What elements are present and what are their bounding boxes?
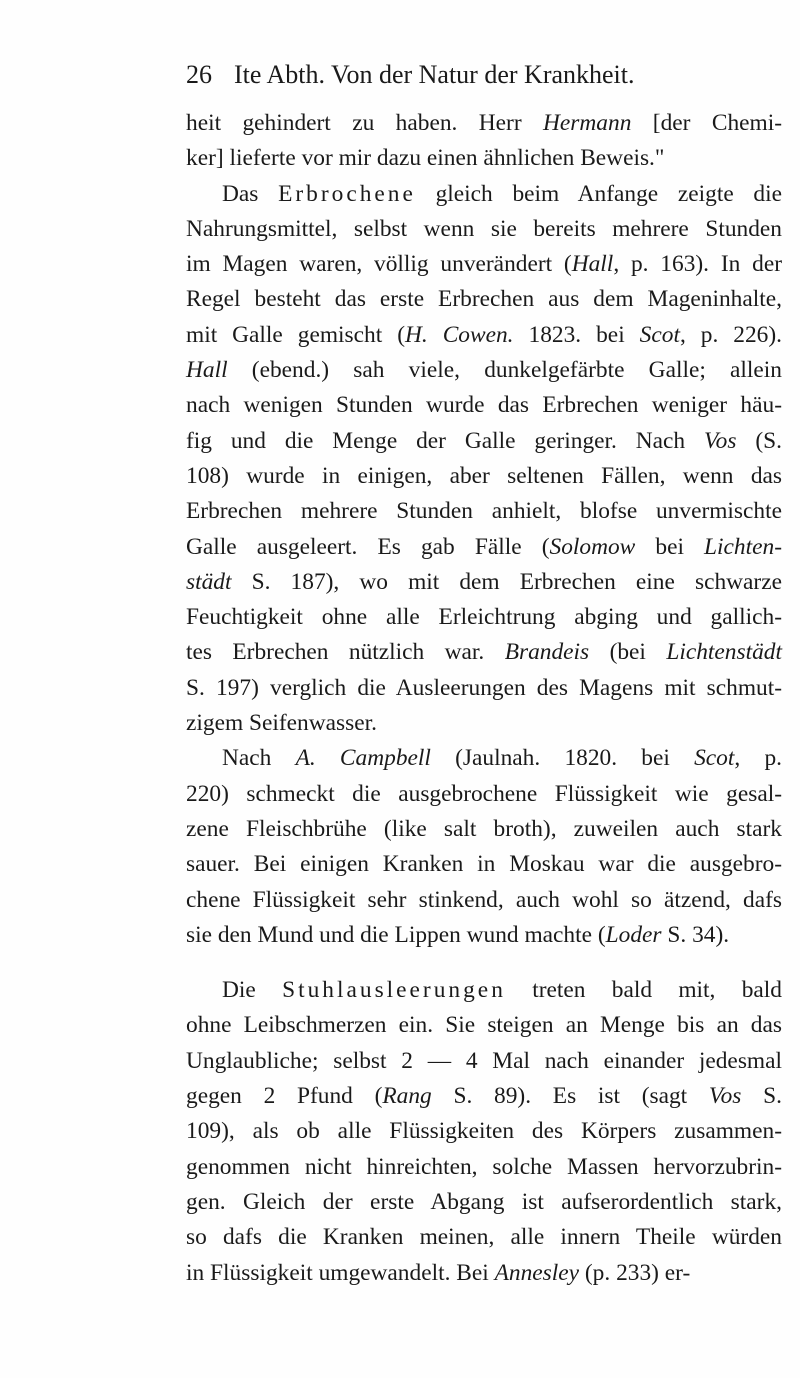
text-run: bei <box>635 533 705 560</box>
text-line <box>186 1044 782 1079</box>
italic-name: Annesley <box>494 1259 580 1286</box>
text-run: zigem Seifenwasser. <box>186 710 377 737</box>
text-run: (Jaulnah. 1820. bei <box>430 745 695 772</box>
text-run: , p. 163). In der <box>613 251 782 278</box>
text-run: , p. <box>734 745 782 772</box>
text-line <box>186 353 782 388</box>
text-line <box>186 1256 782 1291</box>
text-run: zene Fleischbrühe (like salt broth), zuweilen auch stark <box>186 815 782 842</box>
text-run: Regel besteht das erste Erbrechen aus dem Mageninhalte, <box>186 286 782 313</box>
text-line <box>186 530 782 565</box>
italic-name: H. Cowen. <box>405 321 514 348</box>
text-line <box>186 424 782 459</box>
text-run: ohne Leibschmerzen ein. Sie steigen an Menge bis an das <box>186 1012 782 1039</box>
text-run: genommen nicht hinreichten, solche Massen hervorzubrin- <box>186 1153 782 1180</box>
text-line <box>186 1079 782 1114</box>
text-line <box>186 177 782 212</box>
text-line <box>186 706 782 741</box>
italic-name: Solomow <box>549 533 636 560</box>
text-run: Unglaubliche; selbst 2 — 4 Mal nach einander jedesmal <box>186 1047 782 1074</box>
italic-name: Hermann <box>543 110 632 136</box>
text-run: Das <box>222 180 279 207</box>
italic-name: Loder <box>605 921 662 948</box>
italic-name: Lichten- <box>704 533 782 560</box>
text-line <box>186 600 782 635</box>
text-line <box>186 141 782 176</box>
italic-name: Brandeis <box>504 639 590 666</box>
text-run: treten bald mit, bald <box>505 977 782 1004</box>
text-line <box>186 1150 782 1185</box>
text-run: Die <box>222 977 283 1004</box>
text-run: Nahrungsmittel, selbst wenn sie bereits mehrere Stunden <box>186 215 782 242</box>
text-line <box>186 918 782 953</box>
text-run: S. 34). <box>661 921 730 948</box>
text-line <box>186 1114 782 1149</box>
text-run: gegen 2 Pfund ( <box>186 1083 383 1110</box>
paragraph <box>186 106 782 177</box>
italic-name: Scot <box>694 745 735 772</box>
spaced-term: Erbrochene <box>278 180 416 207</box>
text-run: (p. 233) er- <box>579 1259 691 1286</box>
text-run: im Magen waren, völlig unverändert ( <box>186 251 572 278</box>
text-run: gleich beim Anfange zeigte die <box>415 180 782 207</box>
text-run: [der Chemi- <box>631 110 783 136</box>
text-run: S. 197) verglich die Ausleerungen des Magens mit schmut- <box>186 674 782 701</box>
text-run: fig und die Menge der Galle geringer. Nach <box>186 427 704 454</box>
text-run: tes Erbrechen nützlich war. <box>186 639 505 666</box>
text-line <box>186 812 782 847</box>
text-line <box>186 973 782 1008</box>
text-run: gen. Gleich der erste Abgang ist aufserordentlich stark, <box>186 1188 782 1215</box>
paragraph-gap <box>186 953 782 973</box>
text-line <box>186 847 782 882</box>
text-line <box>186 318 782 353</box>
text-run: ker] lieferte vor mir dazu einen ähnlichen Beweis." <box>186 145 665 172</box>
text-run: 108) wurde in einigen, aber seltenen Fällen, wenn das <box>186 462 782 489</box>
text-line <box>186 777 782 812</box>
body-text <box>186 106 782 1291</box>
text-run: Galle ausgeleert. Es gab Fälle ( <box>186 533 550 560</box>
text-run: S. 187), wo mit dem Erbrechen eine schwarze <box>231 568 782 595</box>
italic-name: Scot <box>639 321 680 348</box>
paragraph <box>186 177 782 742</box>
text-run: sie den Mund und die Lippen wund machte ( <box>186 921 606 948</box>
text-run: (bei <box>589 639 667 666</box>
paragraph <box>186 741 782 953</box>
text-line <box>186 106 782 141</box>
italic-name: städt <box>186 568 232 595</box>
text-line <box>186 1185 782 1220</box>
text-run: Nach <box>222 745 296 772</box>
text-run: (ebend.) sah viele, dunkelgefärbte Galle; allein <box>227 357 782 384</box>
text-line <box>186 212 782 247</box>
text-run: (S. <box>736 427 783 454</box>
text-line <box>186 635 782 670</box>
text-line <box>186 883 782 918</box>
italic-name: A. Campbell <box>295 745 431 772</box>
text-run: sauer. Bei einigen Kranken in Moskau war die ausgebro- <box>186 851 782 878</box>
italic-name: Hall <box>186 357 228 384</box>
text-line <box>186 388 782 423</box>
spaced-term: Stuhlausleerungen <box>282 977 506 1004</box>
text-line <box>186 247 782 282</box>
running-header <box>186 60 726 90</box>
text-line <box>186 1220 782 1255</box>
paragraph <box>186 973 782 1291</box>
text-run: nach wenigen Stunden wurde das Erbrechen weniger häu- <box>186 392 782 419</box>
page-number: 26 <box>186 60 212 89</box>
text-run: in Flüssigkeit umgewandelt. Bei <box>186 1259 495 1286</box>
text-run: , p. 226). <box>679 321 783 348</box>
running-title: Ite Abth. Von der Natur der Krankheit. <box>234 60 635 89</box>
text-line <box>186 1008 782 1043</box>
text-line <box>186 282 782 317</box>
text-line <box>186 459 782 494</box>
text-run: Erbrechen mehrere Stunden anhielt, blofse unvermischte <box>186 498 782 525</box>
italic-name: Rang <box>382 1083 432 1110</box>
italic-name: Vos <box>708 1083 742 1110</box>
italic-name: Lichtenstädt <box>666 639 782 666</box>
text-run: mit Galle gemischt ( <box>186 321 405 348</box>
text-run: 220) schmeckt die ausgebrochene Flüssigkeit wie gesal- <box>186 780 782 807</box>
text-line <box>186 565 782 600</box>
text-run: chene Flüssigkeit sehr stinkend, auch wohl so ätzend, dafs <box>186 886 782 913</box>
text-line <box>186 741 782 776</box>
italic-name: Hall <box>571 251 614 278</box>
text-run: S. <box>741 1083 782 1110</box>
text-run: heit gehindert zu haben. Herr <box>186 110 544 136</box>
text-run: so dafs die Kranken meinen, alle innern Theile würden <box>186 1224 782 1251</box>
text-line <box>186 671 782 706</box>
text-line <box>186 494 782 529</box>
italic-name: Vos <box>703 427 737 454</box>
text-run: 1823. bei <box>513 321 640 348</box>
text-run: S. 89). Es ist (sagt <box>431 1083 709 1110</box>
text-run: 109), als ob alle Flüssigkeiten des Körpers zusammen- <box>186 1118 782 1145</box>
text-run: Feuchtigkeit ohne alle Erleichtrung abging und gallich- <box>186 604 782 631</box>
